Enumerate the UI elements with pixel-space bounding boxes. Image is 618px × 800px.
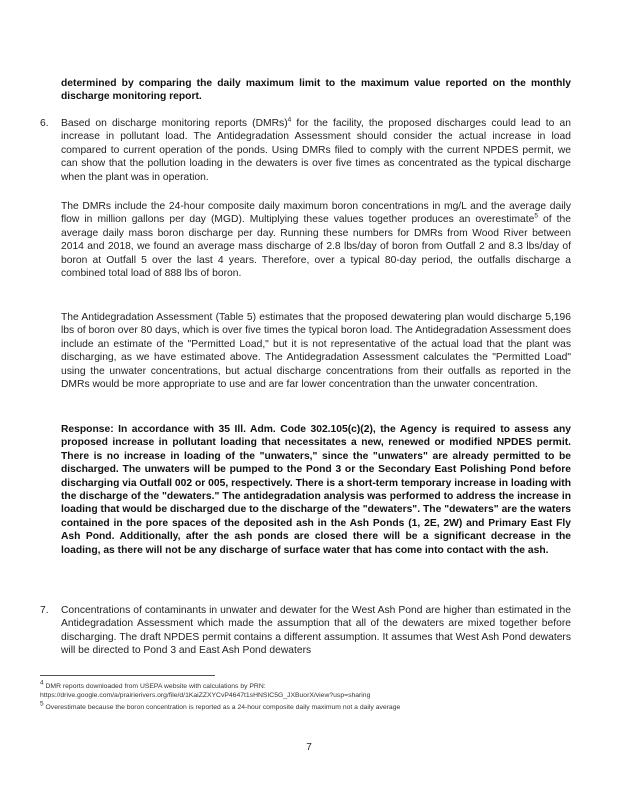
footnote-5-text: Overestimate because the boron concentration is reported as a 24-hour composite daily maximum not a daily average <box>43 704 401 711</box>
footnote-5-marker: 5 <box>40 700 44 708</box>
footnote-4 <box>40 679 580 700</box>
item-6-p2-text-a: The DMRs include the 24-hour composite daily maximum boron concentrations in mg/L and the average daily flow in million gallons per day (MGD). Multiplying these values together produces an overestimate <box>61 201 571 226</box>
footnote-divider <box>40 675 215 676</box>
footnote-ref-4: 4 <box>287 116 292 124</box>
footnote-5 <box>40 700 580 712</box>
item-7-number: 7. <box>40 605 49 616</box>
intro-paragraph: determined by comparing the daily maximum limit to the maximum value reported on the monthly discharge monitoring report. <box>61 78 571 103</box>
item-6-paragraph-3: The Antidegradation Assessment (Table 5) estimates that the proposed dewatering plan would discharge 5,196 lbs of boron over 80 days, which is over five times the typical boron load. The Antidegradation Assessment does include an estimate of the "Permitted Load," but it is not representative of the actual load that the plant was discharging, as we have estimated above. The Antidegradation Assessment calculates the "Permitted Load" using the unwater concentrations, but actual discharge concentrations from their outfalls as reported in the DMRs would be more appropriate to use and are far lower concentration than the unwater concentration. <box>61 312 571 391</box>
response-paragraph: Response: In accordance with 35 Ill. Adm. Code 302.105(c)(2), the Agency is required to assess any proposed increase in pollutant loading that necessitates a new, renewed or modified NPDES permit. There is no increase in loading of the "unwaters," since the "unwaters" are already permitted to be discharged. The unwaters will be pumped to the Pond 3 or the Secondary East Polishing Pond before discharging via Outfall 002 or 005, respectively. There is a short-term temporary increase in loading with the discharge of the "dewaters." The antidegradation analysis was performed to address the increase in loading that would be discharged due to the discharge of the "dewaters". The "dewaters" are the waters contained in the pore spaces of the deposited ash in the Ash Ponds (1, 2E, 2W) and Primary East Fly Ash Pond. Additionally, after the ash ponds are closed there will be a significant decrease in the loading, as there will not be any discharge of surface water that has come into contact with the ash. <box>61 424 571 556</box>
item-6-paragraph-2 <box>61 200 571 280</box>
item-7-paragraph: Concentrations of contaminants in unwater and dewater for the West Ash Pond are higher than estimated in the Antidegradation Assessment which made the assumption that all of the dewaters are mixed together before discharging. The draft NPDES permit contains a different assumption. It assumes that West Ash Pond dewaters will be directed to Pond 3 and East Ash Pond dewaters <box>61 605 571 657</box>
item-6-p1-rest: for the facility, the proposed discharges could lead to an increase in pollutant load. The Antidegradation Assessment should consider the actual increase in load compared to current operation of the ponds. Using DMRs filed to comply with the current NPDES permit, we can show that the pollution loading in the dewaters is over five times as concentrated as the typical discharge when the plant was in operation. <box>61 118 571 183</box>
item-6-p2-text-b: of the average daily mass boron discharge per day. Running these numbers for DMRs from Wood River between 2014 and 2018, we found an average mass discharge of 2.8 lbs/day of boron from Outfall 2 and 8.3 lbs/day of boron at Outfall 5 over the last 4 years. Therefore, over a typical 80-day period, the outfalls discharge a combined total load of 888 lbs of boron. <box>61 214 571 280</box>
page-number: 7 <box>306 742 312 753</box>
footnote-4-text: DMR reports downloaded from USEPA website with calculations by PRN: <box>43 683 266 690</box>
footnote-4-link[interactable]: https://drive.google.com/a/prairierivers.org/file/d/1KaiZZXYCvP4647t1sHNSIC5G_JXBuorX/view?usp=sharing <box>40 692 371 699</box>
item-6-number: 6. <box>40 118 49 129</box>
item-6-p1-text: Based on discharge monitoring reports (DMRs) <box>61 118 288 129</box>
footnote-4-marker: 4 <box>40 679 44 687</box>
footnote-ref-5: 5 <box>534 212 538 220</box>
item-6-paragraph-1 <box>61 117 571 184</box>
